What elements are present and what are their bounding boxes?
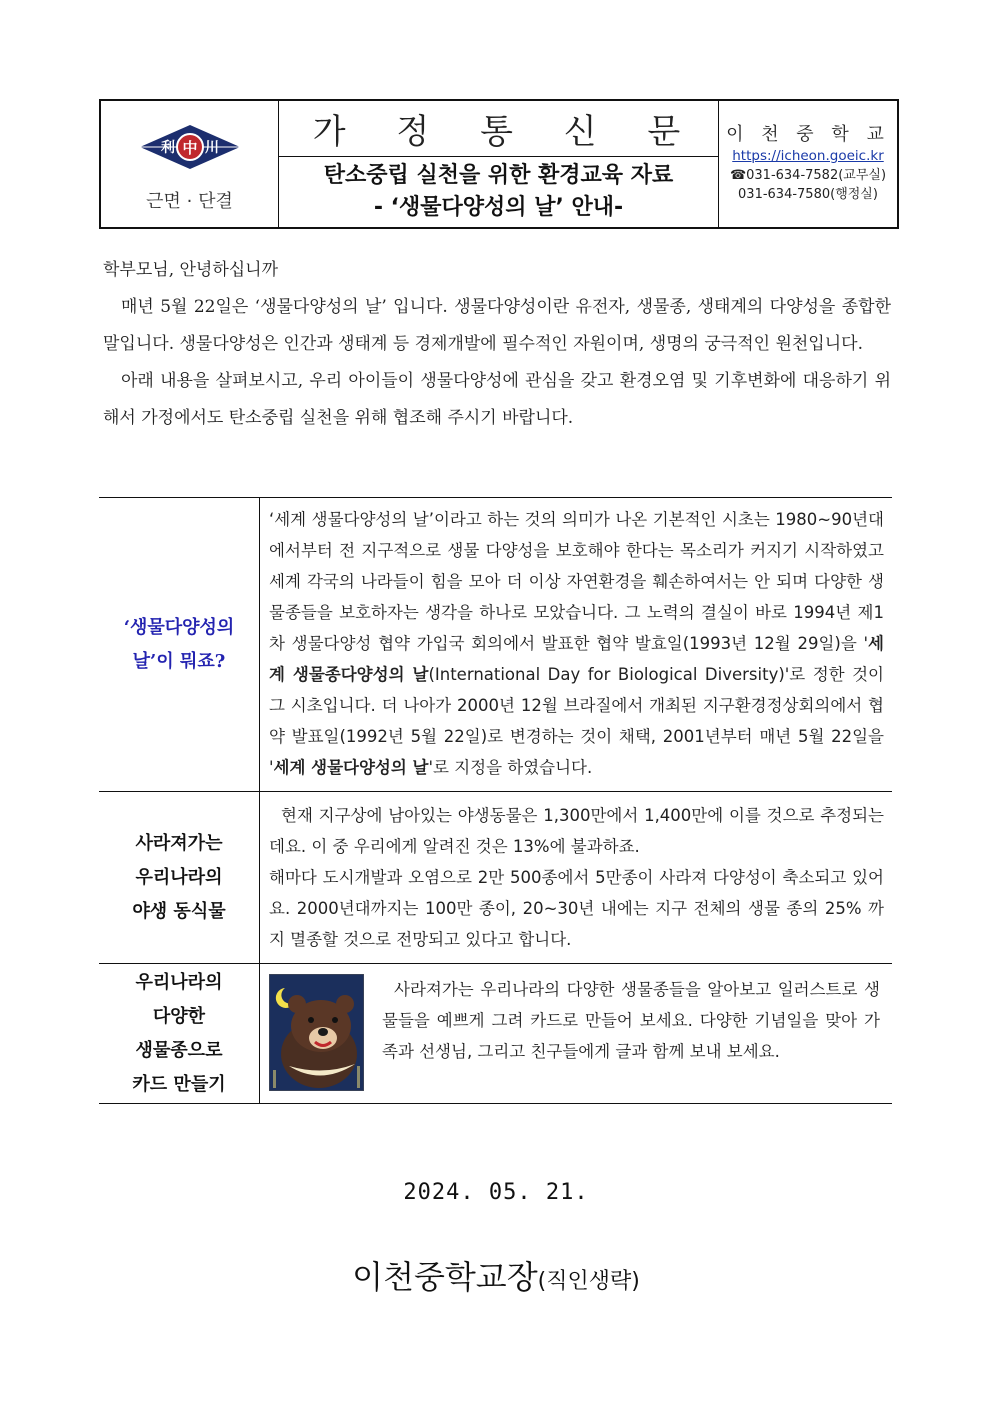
- table-row: [99, 791, 892, 963]
- label-line: 사라져가는: [135, 832, 223, 854]
- body-text: ‘세계 생물다양성의 날’이라고 하는 것의 의미가 나온 기본적인 시초는 1980~90년대에서부터 전 지구적으로 생물 다양성을 보호해야 한다는 목소리가 커지기 시작하였고 세계 각국의 나라들이 힘을 모아 더 이상 자연환경을 훼손하여서는 안 되며 다양한 생물종들을 보호하자는 생각을 하나로 모았습니다. 그 노력의 결실이 바로 1994년 제1차 생물다양성 협약 가입국 회의에서 발표한 협약 발효일(1993년 12월 29일)을 ': [269, 510, 884, 653]
- body-text: (International Day for Biological Diversity)'로 정한 것이 그 시초입니다. 더 나아가 2000년 12월 브라질에서 개최된 지구환경정상회의에서 협약 발표일(1992년 5월 22일)로 변경하는 것이 채택, 2001년부터 매년 5월 22일을 ': [269, 665, 884, 777]
- school-logo-cell: [101, 101, 279, 227]
- label-line: 다양한: [152, 1005, 206, 1027]
- row-body-what-is-biodiversity-day: [260, 498, 892, 791]
- title-cell: [279, 101, 719, 227]
- label-line: 야생 동식물: [132, 900, 226, 922]
- school-motto: 근면 · 단결: [146, 191, 233, 212]
- signer-name: 이천중학교장: [352, 1258, 538, 1296]
- subtitle-line-1: 탄소중립 실천을 위한 환경교육 자료: [323, 163, 674, 188]
- school-emblem-icon: [138, 123, 242, 171]
- phone-admin: 031-634-7580(행정실): [738, 186, 878, 202]
- body-bold-text: 세계 생물다양성의 날: [273, 758, 429, 777]
- row-label-endangered-wildlife: [99, 792, 260, 963]
- greeting: 학부모님, 안녕하십니까: [103, 260, 279, 280]
- label-line: 우리나라의: [135, 866, 223, 888]
- school-name: 이 천 중 학 교: [726, 123, 890, 145]
- row-label-what-is-biodiversity-day: ‘생물다양성의 날’이 뭐죠?: [99, 498, 260, 791]
- body-text: '로 지정을 하였습니다.: [428, 758, 593, 777]
- bear-illustration-image: [269, 974, 364, 1091]
- body-line-1: 현재 지구상에 남아있는 야생동물은 1,300만에서 1,400만에 이를 것으로 추정되는데요. 이 중 우리에게 알려진 것은 13%에 불과하죠.: [269, 806, 884, 856]
- row-body-card-making: [260, 964, 892, 1103]
- table-row: [99, 498, 892, 791]
- emblem-char-right: 川: [204, 140, 219, 156]
- issue-date: 2024. 05. 21.: [403, 1180, 589, 1205]
- body-line-2: 해마다 도시개발과 오염으로 2만 500종에서 5만종이 사라져 다양성이 축소되고 있어요. 2000년대까지는 100만 종이, 20~30년 내에는 지구 전체의 생물 종의 25% 까지 멸종할 것으로 전망되고 있다고 합니다.: [269, 868, 884, 949]
- info-table: [99, 497, 892, 1104]
- intro-paragraph-2: 아래 내용을 살펴보시고, 우리 아이들이 생물다양성에 관심을 갖고 환경오염 및 기후변화에 대응하기 위해서 가정에서도 탄소중립 실천을 위해 협조해 주시기 바랍니다.: [103, 371, 891, 428]
- label-line: 카드 만들기: [132, 1073, 226, 1095]
- letter-header: [99, 99, 899, 229]
- document-title: 가 정 통 신 문: [279, 101, 718, 157]
- school-contact-cell: [719, 101, 897, 227]
- label-line: 우리나라의: [135, 971, 223, 993]
- row-body-endangered-wildlife: [260, 792, 892, 963]
- card-making-text: 사라져가는 우리나라의 다양한 생물종들을 알아보고 일러스트로 생물들을 예쁘게 그려 카드로 만들어 보세요. 다양한 기념일을 맞아 가족과 선생님, 그리고 친구들에게 글과 함께 보내 보세요.: [382, 980, 880, 1061]
- table-row: [99, 963, 892, 1103]
- document-subtitle: [279, 157, 718, 227]
- phone-academic: ☎031-634-7582(교무실): [729, 167, 887, 183]
- school-website-link[interactable]: https://icheon.goeic.kr: [732, 147, 884, 164]
- signer-note: (직인생략): [537, 1269, 640, 1294]
- intro-paragraph-1: 매년 5월 22일은 ‘생물다양성의 날’ 입니다. 생물다양성이란 유전자, 생물종, 생태계의 다양성을 종합한 말입니다. 생물다양성은 인간과 생태계 등 경제개발에 필수적인 자원이며, 생명의 궁극적인 원천입니다.: [103, 297, 891, 354]
- signer: [0, 1252, 992, 1298]
- body-bold-text: 세계 생물종다양성의 날: [269, 634, 884, 684]
- intro-text: [103, 252, 891, 437]
- row-label-card-making: [99, 964, 260, 1103]
- emblem-char-center: 中: [181, 139, 198, 157]
- subtitle-line-2: - ‘생물다양성의 날’ 안내-: [373, 195, 624, 220]
- label-line: 생물종으로: [135, 1039, 223, 1061]
- emblem-char-left: 利: [160, 140, 175, 156]
